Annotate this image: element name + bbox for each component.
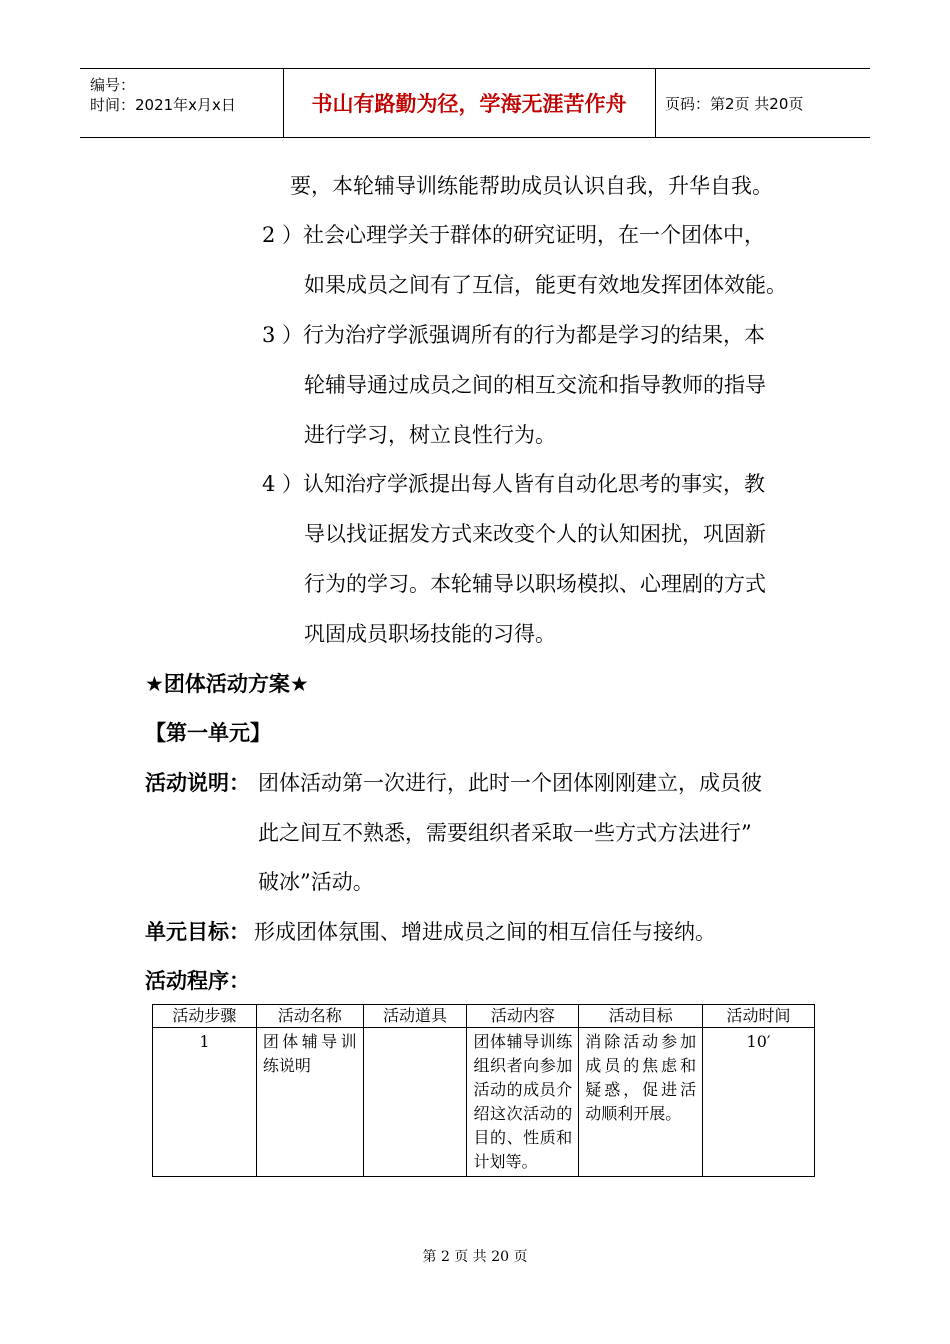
column-header: 活动时间	[703, 1005, 815, 1028]
list-item-2-line: 2 ）社会心理学关于群体的研究证明，在一个团体中，	[262, 223, 766, 247]
table-row	[153, 1028, 815, 1177]
column-header: 活动步骤	[153, 1005, 257, 1028]
list-item-4-line: 巩固成员职场技能的习得。	[304, 622, 556, 646]
cell-content: 团体辅导训练组织者向参加活动的成员介绍这次活动的目的、性质和计划等。	[467, 1028, 579, 1177]
column-header: 活动名称	[256, 1005, 363, 1028]
header-number: 编号：	[90, 76, 136, 94]
cell-time: 10′	[703, 1028, 815, 1177]
activity-desc-line: 此之间互不熟悉，需要组织者采取一些方式方法进行”	[258, 821, 752, 845]
section-title: ★团体活动方案★	[145, 672, 309, 696]
header-date: 时间：2021年x月x日	[90, 96, 236, 114]
unit-goal-label: 单元目标：	[145, 920, 250, 944]
activity-desc-line: 破冰”活动。	[258, 870, 374, 894]
cell-goal: 消除活动参加成员的焦虑和疑惑，促进活动顺利开展。	[579, 1028, 703, 1177]
list-item-4-line: 导以找证据发方式来改变个人的认知困扰，巩固新	[304, 522, 766, 546]
list-item-3-line: 进行学习，树立良性行为。	[304, 423, 556, 447]
cell-props	[363, 1028, 467, 1177]
header-divider	[655, 69, 656, 137]
procedure-label: 活动程序：	[145, 969, 250, 993]
page-footer: 第 2 页 共 20 页	[422, 1249, 528, 1265]
header-motto: 书山有路勤为径，学海无涯苦作舟	[311, 92, 627, 116]
column-header: 活动道具	[363, 1005, 467, 1028]
cell-name: 团体辅导训练说明	[256, 1028, 363, 1177]
list-item-4-line: 行为的学习。本轮辅导以职场模拟、心理剧的方式	[304, 572, 766, 596]
list-item-2-line: 如果成员之间有了互信，能更有效地发挥团体效能。	[304, 273, 787, 297]
header-meta	[90, 75, 236, 115]
list-item-3-line: 轮辅导通过成员之间的相互交流和指导教师的指导	[304, 373, 766, 397]
list-item-4-line: 4 ）认知治疗学派提出每人皆有自动化思考的事实，教	[262, 472, 766, 496]
page-header	[80, 68, 870, 138]
paragraph-line: 要，本轮辅导训练能帮助成员认识自我，升华自我。	[290, 174, 773, 198]
cell-step: 1	[153, 1028, 257, 1177]
list-item-3-line: 3 ）行为治疗学派强调所有的行为都是学习的结果，本	[262, 323, 766, 347]
unit-title: 【第一单元】	[145, 721, 271, 745]
table-header-row	[153, 1005, 815, 1028]
activity-desc-line: 团体活动第一次进行，此时一个团体刚刚建立，成员彼	[258, 771, 762, 795]
column-header: 活动目标	[579, 1005, 703, 1028]
header-page-info: 页码：第2页 共20页	[665, 94, 804, 113]
activity-table	[152, 1004, 815, 1177]
activity-desc-label: 活动说明：	[145, 771, 250, 795]
unit-goal-text: 形成团体氛围、增进成员之间的相互信任与接纳。	[254, 920, 716, 944]
column-header: 活动内容	[467, 1005, 579, 1028]
